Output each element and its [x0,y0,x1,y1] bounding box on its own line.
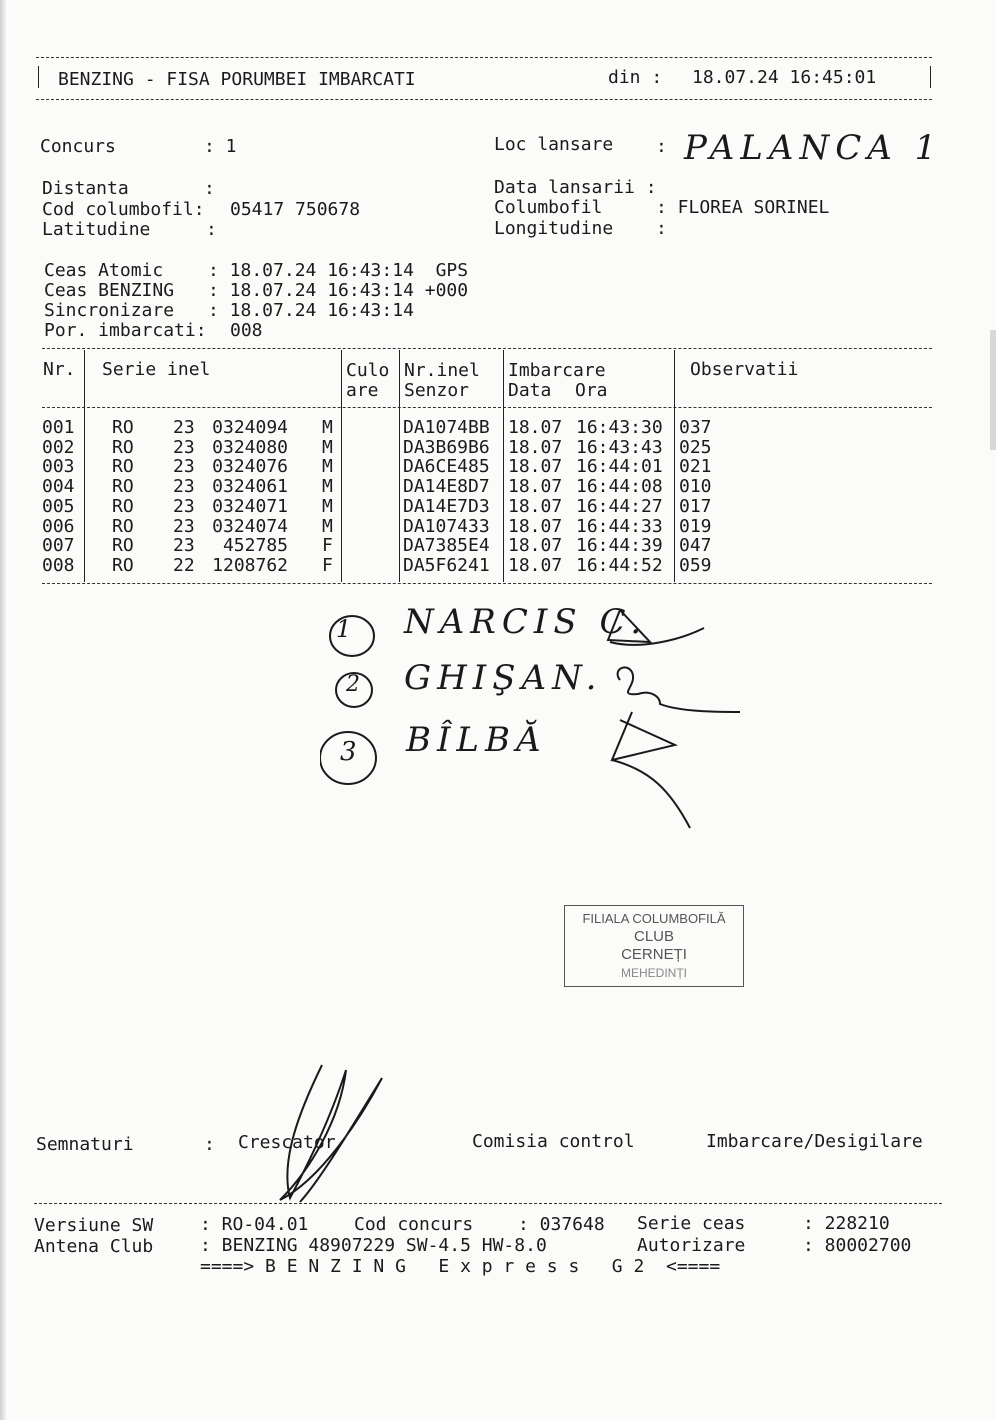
comisia-control-label: Comisia control [472,1131,635,1152]
ceas-benzing-value: : 18.07.24 16:43:14 +000 [208,280,469,301]
cell-an: 23 [173,436,195,458]
cell-obs: 059 [679,554,712,576]
cod-columbofil-value: 05417 750678 [230,199,361,220]
autorizare-value: : 80002700 [803,1235,912,1256]
ceas-atomic-value: : 18.07.24 16:43:14 GPS [208,260,469,281]
sincronizare-label: Sincronizare [44,300,175,321]
hand-number-1: 1 [336,615,357,643]
cell-senzor: DA5F6241 [403,554,490,576]
columbofil-label: Columbofil [494,197,603,218]
latitudine-colon: : [206,219,217,240]
cell-nr: 004 [42,476,75,498]
table-column-divider [84,350,85,582]
versiune-sw-value: : RO-04.01 [200,1214,309,1235]
signature-mark-2 [618,667,740,712]
cell-serie: 0324094 [212,417,288,438]
concurs-label: Concurs [40,136,116,157]
concurs-value: : 1 [204,136,237,157]
versiune-sw-label: Versiune SW [34,1215,154,1236]
header-right-border [930,66,931,88]
cell-sex: F [322,554,333,576]
cell-an: 23 [173,515,195,537]
semnaturi-colon: : [204,1134,215,1155]
cell-data: 18.07 [508,535,563,557]
cell-an: 23 [173,476,195,498]
cell-data: 18.07 [508,515,563,537]
hand-name-3: BÎLBĂ [406,720,547,760]
cell-senzor: DA107433 [403,515,490,537]
semnaturi-label: Semnaturi [36,1134,134,1155]
cell-nr: 008 [42,554,75,576]
cell-sex: F [322,535,333,557]
cell-an: 23 [173,495,195,517]
cell-tara: RO [112,495,134,517]
benzing-express-banner: ====> B E N Z I N G E x p r e s s G 2 <==== [200,1256,721,1277]
din-value: 18.07.24 16:45:01 [692,67,877,88]
cell-sex: M [322,456,333,478]
signature-mark-3 [612,712,690,828]
stamp-line-3: CERNEȚI [621,946,687,963]
latitudine-label: Latitudine [42,219,151,240]
cell-data: 18.07 [508,495,563,517]
cell-serie: 0324061 [212,476,288,498]
cell-data: 18.07 [508,554,563,576]
cell-nr: 005 [42,495,75,517]
header-nr-inel: Nr.inel [404,360,480,381]
cell-sex: M [322,495,333,517]
paper-edge [990,330,996,450]
loc-lansare-label: Loc lansare [494,134,614,155]
cell-ora: 16:44:27 [576,495,663,517]
cod-columbofil-label: Cod columbofil: [42,199,205,220]
longitudine-colon: : [656,218,667,239]
cell-serie: 452785 [222,535,288,557]
cell-obs: 047 [679,535,712,557]
header-observatii: Observatii [690,359,799,380]
serie-ceas-value: : 228210 [803,1213,890,1234]
data-lansarii-label: Data lansarii : [494,177,657,198]
header-serie-inel: Serie inel [102,359,211,380]
cell-serie: 0324080 [212,436,288,458]
table-column-divider [503,350,504,582]
porumbei-imbarcati-value: 008 [230,320,263,341]
serie-ceas-label: Serie ceas [637,1213,746,1234]
table-bottom-border [42,583,932,584]
porumbei-imbarcati-label: Por. imbarcati: [44,320,207,341]
cell-ora: 16:43:43 [576,436,663,458]
table-column-divider [341,350,342,582]
ceas-benzing-label: Ceas BENZING [44,280,175,301]
crescator-label: Crescator [238,1132,336,1153]
cell-tara: RO [112,417,134,438]
cell-ora: 16:44:52 [576,554,663,576]
din-label: din : [608,67,663,88]
cell-tara: RO [112,535,134,557]
table-column-divider [674,350,675,582]
cell-senzor: DA14E8D7 [403,476,490,498]
cell-senzor: DA14E7D3 [403,495,490,517]
cell-sex: M [322,417,333,438]
table-header-border [42,407,932,408]
cell-sex: M [322,476,333,498]
footer-top-border [34,1203,942,1204]
cell-data: 18.07 [508,417,563,438]
cell-serie: 0324074 [212,515,288,537]
cell-sex: M [322,515,333,537]
stamp-line-4: MEHEDINȚI [621,966,687,980]
cell-sex: M [322,436,333,458]
imbarcare-desigilare-label: Imbarcare/Desigilare [706,1131,923,1152]
antena-club-label: Antena Club [34,1236,154,1257]
crescator-signature [260,1060,390,1210]
cell-nr: 001 [42,417,75,438]
header-culoare-2: are [346,380,379,401]
cell-tara: RO [112,554,134,576]
columbofil-value: : FLOREA SORINEL [656,197,830,218]
cod-concurs-value: : 037648 [518,1214,605,1235]
table-column-divider [399,350,400,582]
cell-nr: 007 [42,535,75,557]
distanta-colon: : [204,178,215,199]
cell-tara: RO [112,436,134,458]
cell-serie: 0324076 [212,456,288,478]
cell-obs: 025 [679,436,712,458]
cell-senzor: DA3B69B6 [403,436,490,458]
cell-ora: 16:44:08 [576,476,663,498]
cell-tara: RO [112,456,134,478]
antena-club-value: : BENZING 48907229 SW-4.5 HW-8.0 [200,1235,547,1256]
cell-data: 18.07 [508,456,563,478]
cell-nr: 003 [42,456,75,478]
header-senzor: Senzor [404,380,470,401]
cell-ora: 16:44:01 [576,456,663,478]
cell-ora: 16:44:39 [576,535,663,557]
cell-senzor: DA6CE485 [403,456,490,478]
loc-lansare-value: PALANCA 1 [684,128,943,168]
hand-number-3: 3 [340,737,362,767]
header-bottom-border [36,99,932,100]
cell-serie: 1208762 [212,554,288,576]
hand-name-2: GHIŞAN. [404,658,603,698]
cell-senzor: DA1074BB [403,417,490,438]
stamp-line-1: FILIALA COLUMBOFILĂ [582,911,726,926]
hand-number-2: 2 [346,672,365,697]
cell-an: 22 [173,554,195,576]
cell-data: 18.07 [508,436,563,458]
cell-data: 18.07 [508,476,563,498]
header-top-border [36,57,932,58]
stamp-line-2: CLUB [633,928,674,945]
header-culoare-1: Culo [346,360,390,381]
cell-an: 23 [173,535,195,557]
header-data: Data [508,380,552,401]
longitudine-label: Longitudine [494,218,614,239]
header-left-border [38,66,39,88]
document-title: BENZING - FISA PORUMBEI IMBARCATI [58,69,416,90]
cell-an: 23 [173,456,195,478]
table-top-border [42,348,932,349]
cell-serie: 0324071 [212,495,288,517]
cell-obs: 019 [679,515,712,537]
cell-tara: RO [112,515,134,537]
cell-nr: 002 [42,436,75,458]
cell-obs: 037 [679,417,712,438]
cell-tara: RO [112,476,134,498]
header-nr: Nr. [43,359,76,380]
header-imbarcare: Imbarcare [508,360,606,381]
cell-an: 23 [173,417,195,438]
paper-edge [0,0,6,1420]
header-ora: Ora [575,380,608,401]
cell-ora: 16:44:33 [576,515,663,537]
hand-name-1: NARCIS C. [404,602,648,642]
distanta-label: Distanta [42,178,129,199]
loc-lansare-colon: : [656,136,667,157]
cell-nr: 006 [42,515,75,537]
cell-obs: 010 [679,476,712,498]
autorizare-label: Autorizare [637,1235,746,1256]
club-stamp [564,905,744,987]
cell-ora: 16:43:30 [576,417,663,438]
cell-senzor: DA7385E4 [403,535,490,557]
cell-obs: 017 [679,495,712,517]
ceas-atomic-label: Ceas Atomic [44,260,164,281]
cell-obs: 021 [679,456,712,478]
sincronizare-value: : 18.07.24 16:43:14 [208,300,414,321]
cod-concurs-label: Cod concurs [354,1214,474,1235]
